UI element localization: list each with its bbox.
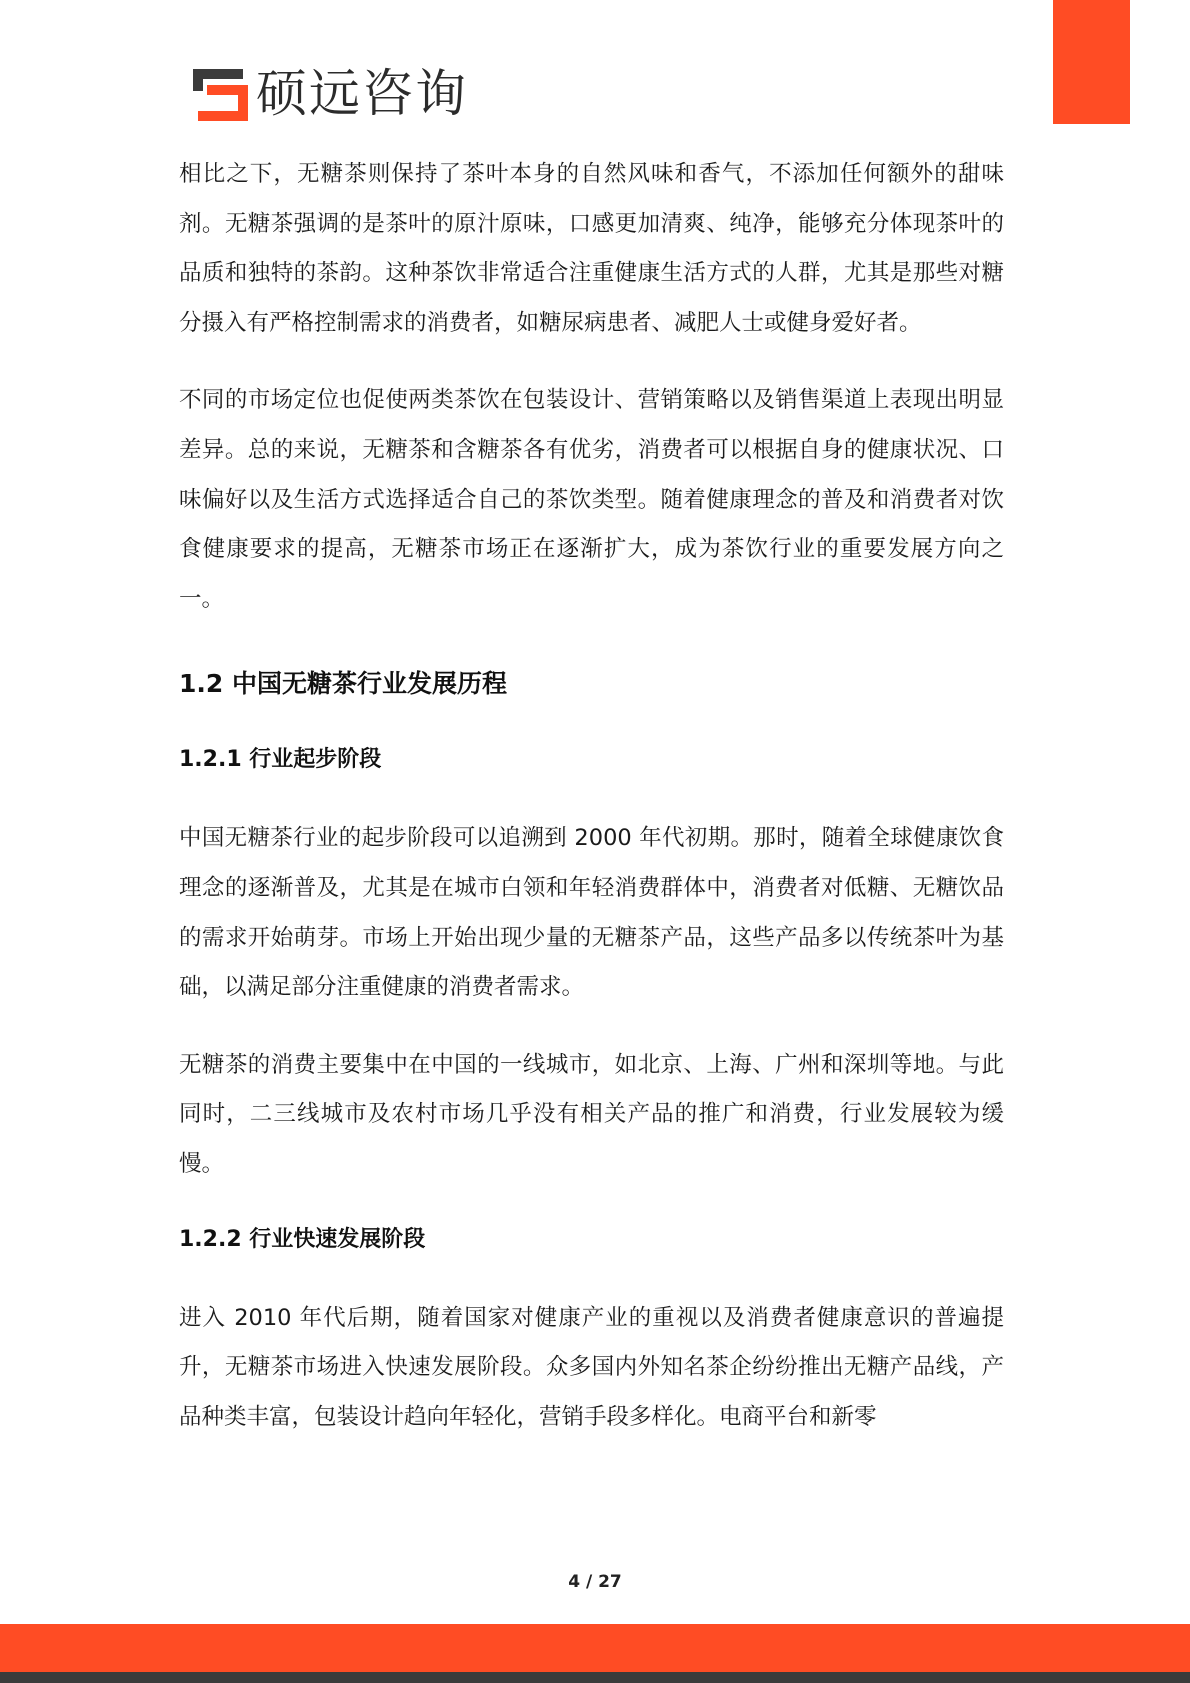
paragraph-5: 进入 2010 年代后期，随着国家对健康产业的重视以及消费者健康意识的普遍提升，无糖茶市场进入快速发展阶段。众多国内外知名茶企纷纷推出无糖产品线，产品种类丰富，包装设计趋向年轻化，营销手段多样化。电商平台和新零: [179, 1304, 1004, 1430]
footer-accent-bar: [0, 1624, 1190, 1672]
paragraph-1: 相比之下，无糖茶则保持了茶叶本身的自然风味和香气，不添加任何额外的甜味剂。无糖茶强调的是茶叶的原汁原味，口感更加清爽、纯净，能够充分体现茶叶的品质和独特的茶韵。这种茶饮非常适合注重健康生活方式的人群，尤其是那些对糖分摄入有严格控制需求的消费者，如糖尿病患者、减肥人士或健身爱好者。: [179, 161, 1004, 336]
paragraph-3: 中国无糖茶行业的起步阶段可以追溯到 2000 年代初期。那时，随着全球健康饮食理念的逐渐普及，尤其是在城市白领和年轻消费群体中，消费者对低糖、无糖饮品的需求开始萌芽。市场上开始出现少量的无糖茶产品，这些产品多以传统茶叶为基础，以满足部分注重健康的消费者需求。: [179, 825, 1004, 1001]
page-number: 4 / 27: [568, 1572, 622, 1592]
brand-logo: [193, 66, 468, 124]
paragraph-4: 无糖茶的消费主要集中在中国的一线城市，如北京、上海、广州和深圳等地。与此同时，二三线城市及农村市场几乎没有相关产品的推广和消费，行业发展较为缓慢。: [179, 1051, 1004, 1177]
subsection-heading-1: 1.2.1 行业起步阶段: [179, 747, 382, 773]
section-heading: 1.2 中国无糖茶行业发展历程: [179, 669, 507, 699]
brand-name: 硕远咨询: [256, 65, 469, 124]
subsection-heading-2: 1.2.2 行业快速发展阶段: [179, 1226, 426, 1252]
footer-dark-strip: [0, 1672, 1190, 1683]
paragraph-2: 不同的市场定位也促使两类茶饮在包装设计、营销策略以及销售渠道上表现出明显差异。总的来说，无糖茶和含糖茶各有优劣，消费者可以根据自身的健康状况、口味偏好以及生活方式选择适合自己的茶饮类型。随着健康理念的普及和消费者对饮食健康要求的提高，无糖茶市场正在逐渐扩大，成为茶饮行业的重要发展方向之一。: [179, 387, 1004, 612]
corner-accent-block: [1053, 0, 1130, 124]
document-body: [179, 150, 1004, 1442]
brand-s-mark-icon: [193, 69, 248, 121]
